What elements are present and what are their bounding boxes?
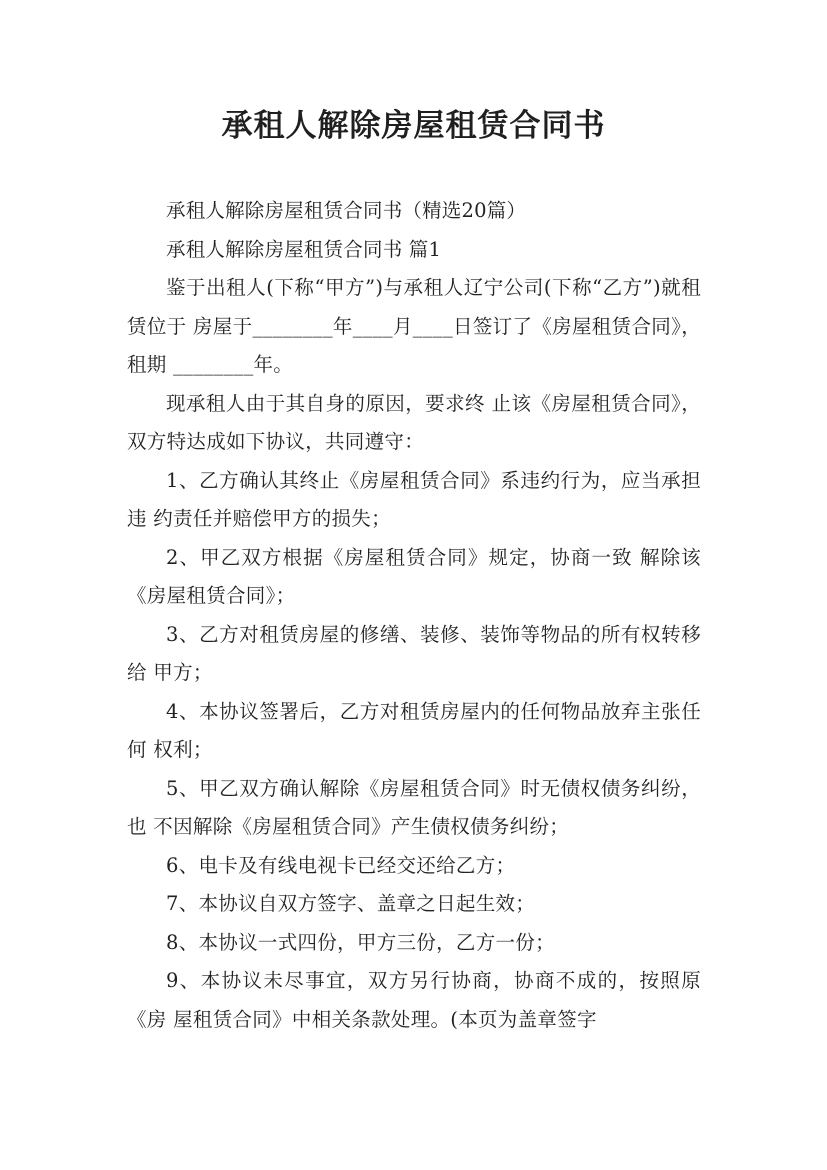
clause-7: 7、本协议自双方签字、盖章之日起生效； — [166, 892, 536, 915]
paragraph-collection-title: 承租人解除房屋租赁合同书（精选20篇） — [166, 199, 527, 222]
clause-1: 1、乙方确认其终止《房屋租赁合同》系违约行为，应当承担违 约责任并赔偿甲方的损失； — [127, 468, 701, 530]
document-title: 承租人解除房屋租赁合同书 — [221, 108, 606, 144]
clause-4: 4、本协议签署后，乙方对租赁房屋内的任何物品放弃主张任何 权利； — [127, 699, 701, 761]
clause-2: 2、甲乙双方根据《房屋租赁合同》规定，协商一致 解除该《房屋租赁合同》； — [127, 545, 701, 607]
document-body — [127, 192, 701, 1039]
clause-9: 9、本协议未尽事宜，双方另行协商，协商不成的，按照原《房 屋租赁合同》中相关条款处理。(本页为盖章签字 — [127, 969, 701, 1031]
clause-6: 6、电卡及有线电视卡已经交还给乙方； — [166, 853, 516, 877]
paragraph-preamble: 鉴于出租人(下称“甲方”)与承租人辽宁公司(下称“乙方”)就租赁位于 房屋于________年____月____日签订了《房屋租赁合同》，租期 ________年。 — [127, 276, 701, 376]
clause-5: 5、甲乙双方确认解除《房屋租赁合同》时无债权债务纠纷，也 不因解除《房屋租赁合同》产生债权债务纠纷； — [127, 776, 701, 838]
clause-3: 3、乙方对租赁房屋的修缮、装修、装饰等物品的所有权转移给 甲方； — [127, 622, 701, 684]
paragraph-request: 现承租人由于其自身的原因，要求终 止该《房屋租赁合同》，双方特达成如下协议，共同遵守： — [127, 391, 701, 453]
paragraph-section-heading: 承租人解除房屋租赁合同书 篇1 — [166, 237, 442, 261]
clause-8: 8、本协议一式四份，甲方三份，乙方一份； — [166, 930, 555, 954]
